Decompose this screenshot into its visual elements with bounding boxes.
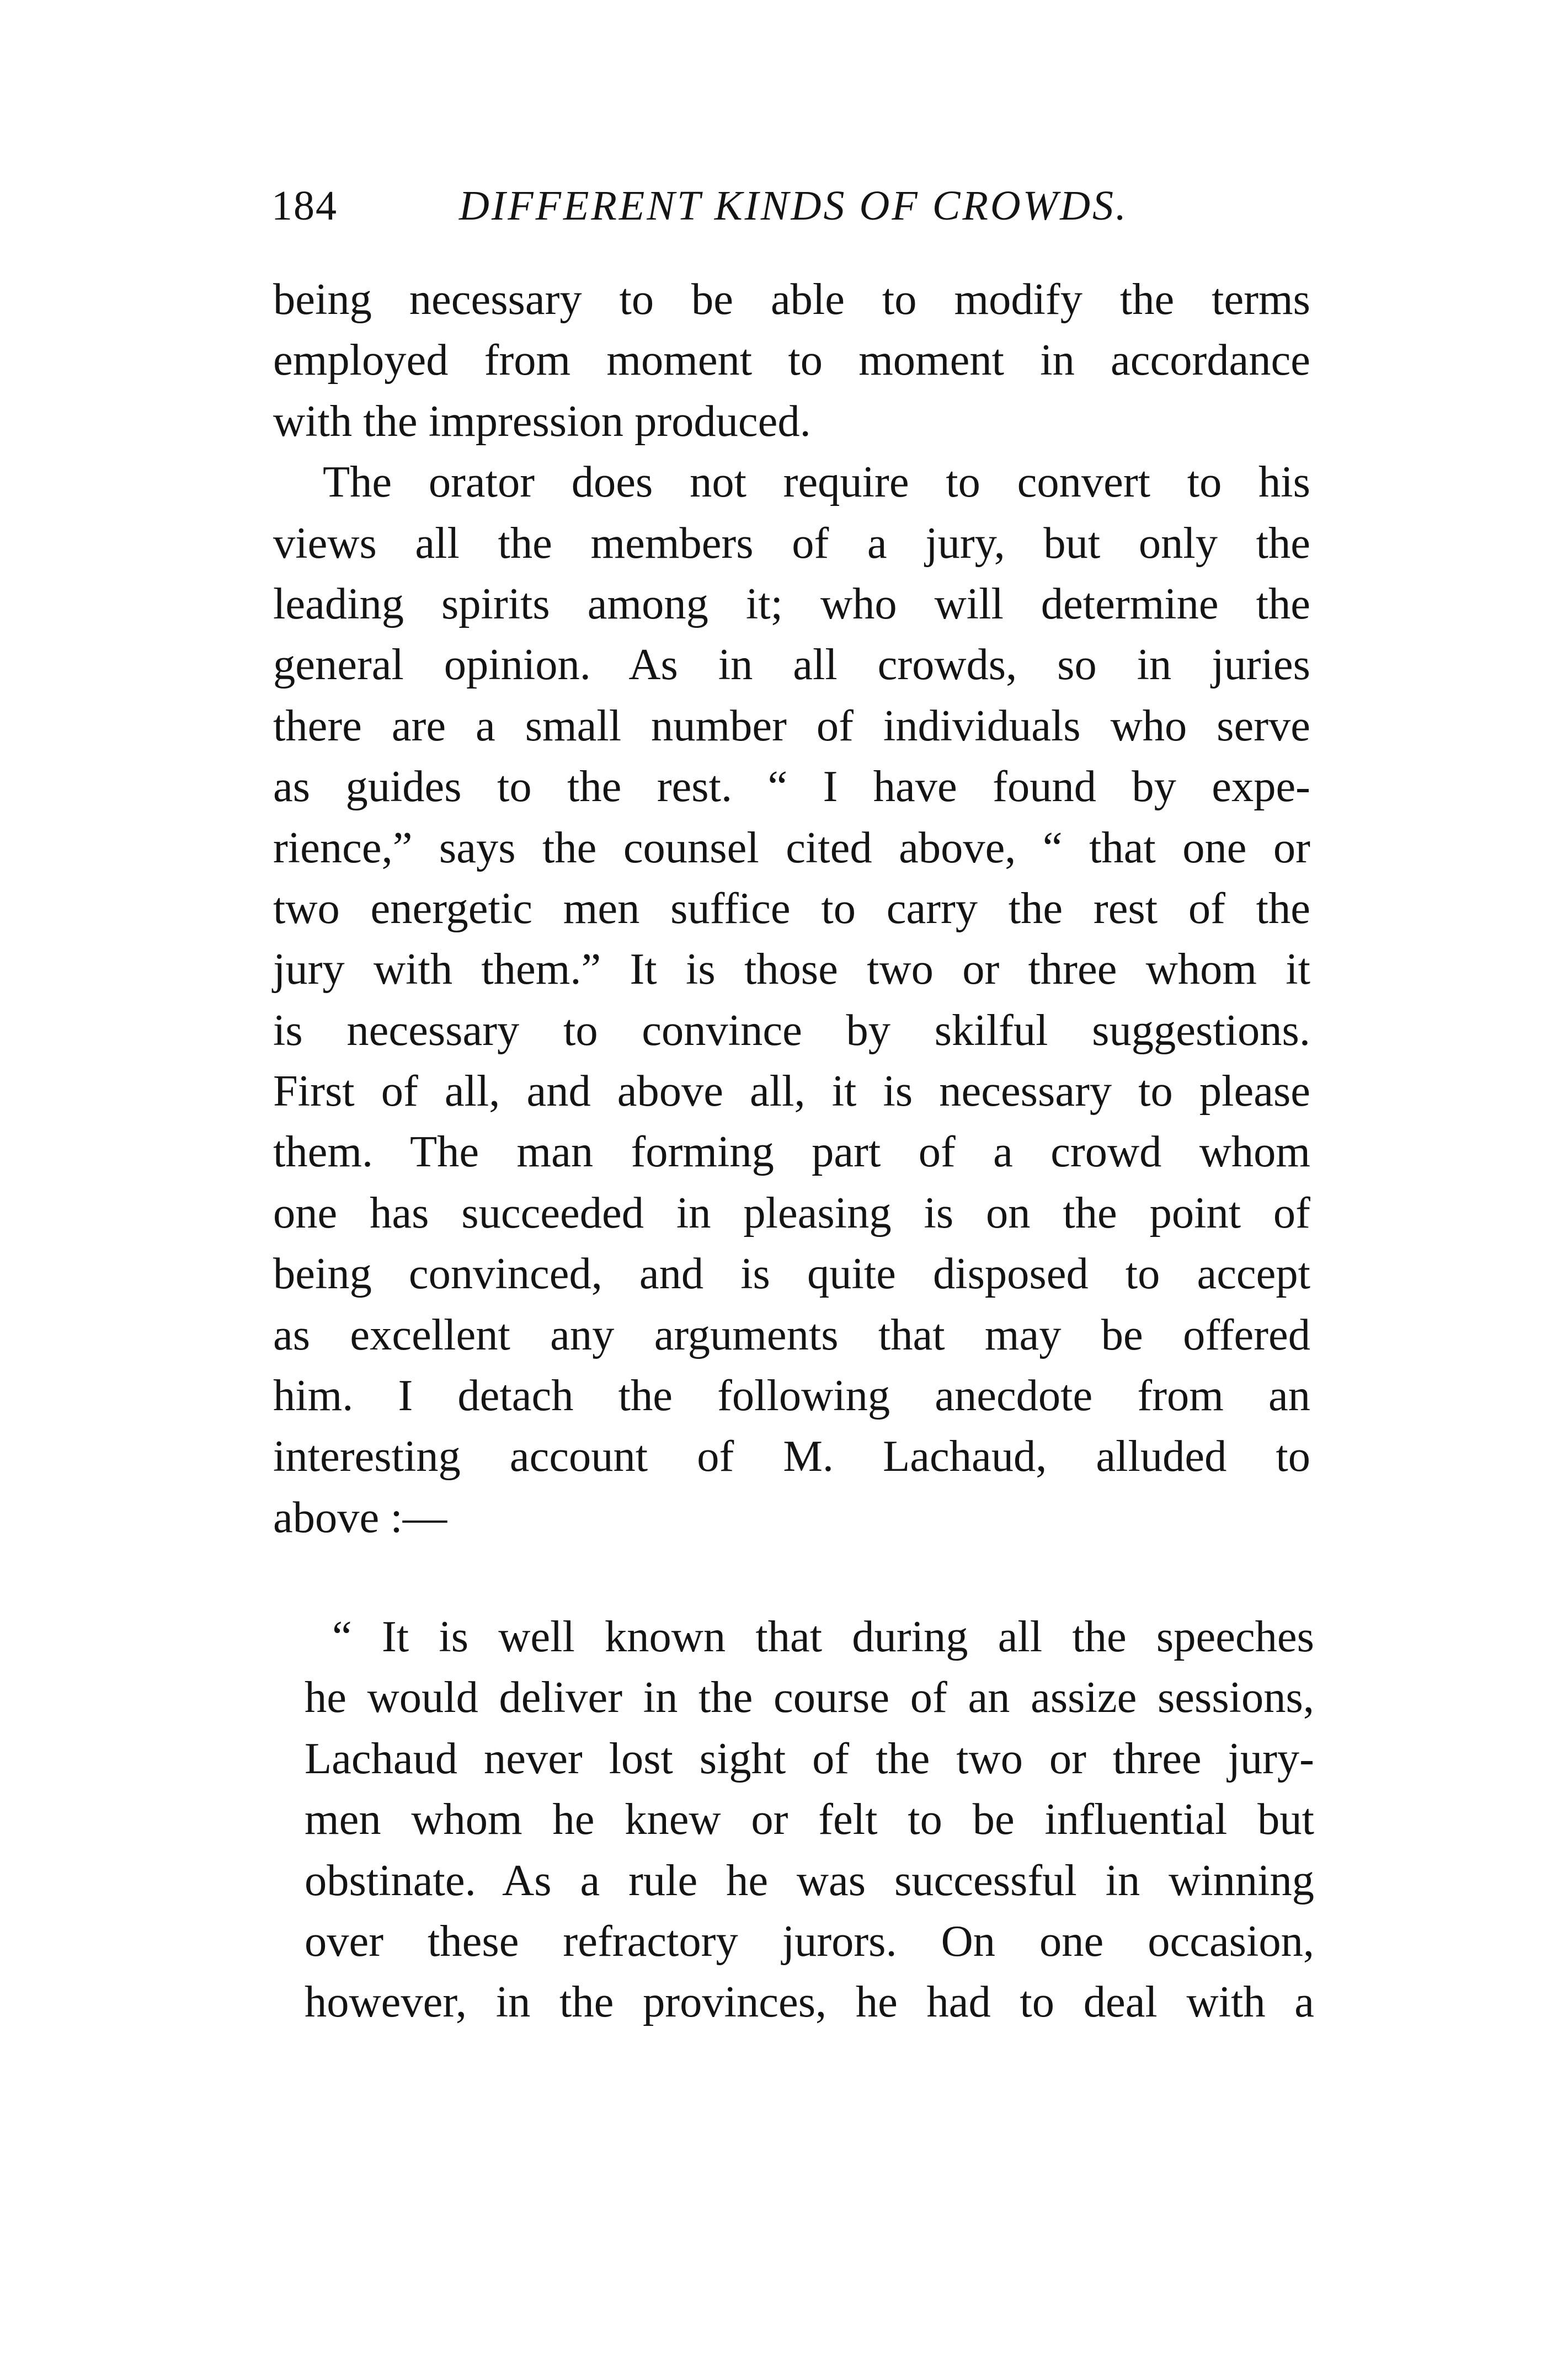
body-text <box>273 269 1310 1548</box>
text-line: leading spirits among it; who will determine the <box>273 579 1310 628</box>
text-line: one has succeeded in pleasing is on the point of <box>273 1188 1310 1237</box>
quotation-paragraph <box>277 1607 1314 2033</box>
text-line: with the impression produced. <box>273 396 811 446</box>
text-line: being necessary to be able to modify the terms <box>273 275 1310 324</box>
page-header <box>271 175 1320 236</box>
text-line: men whom he knew or felt to be influential but <box>305 1795 1314 1844</box>
text-line: The orator does not require to convert to his <box>323 457 1310 507</box>
block-quotation <box>277 1607 1314 2033</box>
paragraph-1 <box>273 269 1310 452</box>
text-line: being convinced, and is quite disposed to accept <box>273 1249 1310 1299</box>
text-line: First of all, and above all, it is necessary to please <box>273 1066 1310 1116</box>
text-line: rience,” says the counsel cited above, “ that one or <box>273 823 1310 872</box>
text-line: obstinate. As a rule he was successful in winning <box>305 1855 1314 1905</box>
paragraph-2 <box>273 452 1310 1548</box>
text-line: Lachaud never lost sight of the two or three jury- <box>305 1733 1314 1783</box>
text-line: them. The man forming part of a crowd whom <box>273 1127 1310 1177</box>
text-line: general opinion. As in all crowds, so in juries <box>273 640 1310 690</box>
text-line: is necessary to convince by skilful suggestions. <box>273 1005 1310 1055</box>
text-line: jury with them.” It is those two or three whom it <box>273 945 1310 994</box>
text-line: there are a small number of individuals who serve <box>273 701 1310 750</box>
text-line: over these refractory jurors. On one occasion, <box>305 1916 1314 1966</box>
text-line: he would deliver in the course of an assize sessions, <box>305 1673 1314 1722</box>
text-line: above :— <box>273 1492 447 1542</box>
text-line: interesting account of M. Lachaud, alluded to <box>273 1432 1310 1481</box>
text-line: two energetic men suffice to carry the rest of the <box>273 883 1310 933</box>
page-number: 184 <box>271 183 338 229</box>
running-head: DIFFERENT KINDS OF CROWDS. <box>459 183 1128 229</box>
text-line: as guides to the rest. “ I have found by expe- <box>273 762 1310 812</box>
text-line: him. I detach the following anecdote from an <box>273 1371 1310 1421</box>
text-line: however, in the provinces, he had to deal with a <box>305 1977 1314 2027</box>
text-line: views all the members of a jury, but only the <box>273 518 1310 568</box>
text-line: employed from moment to moment in accordance <box>273 335 1310 385</box>
text-line: “ It is well known that during all the speeches <box>332 1612 1314 1661</box>
text-line: as excellent any arguments that may be offered <box>273 1310 1310 1359</box>
